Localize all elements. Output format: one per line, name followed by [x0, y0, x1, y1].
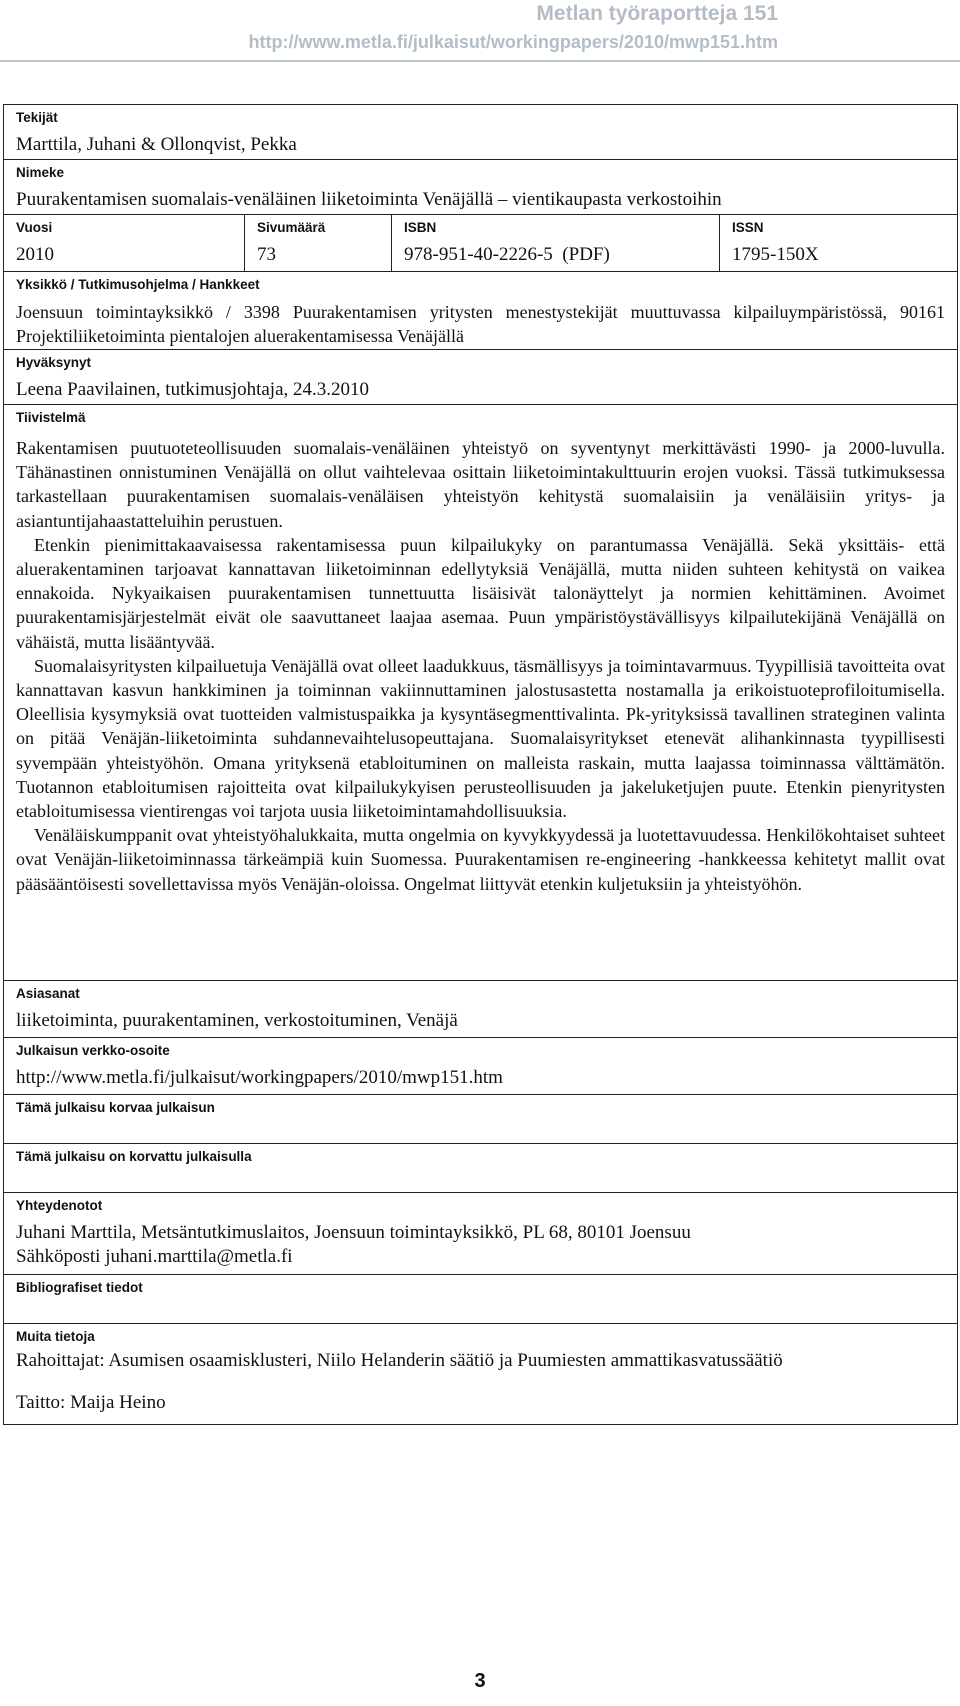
other-info-label: Muita tietoja: [16, 1329, 95, 1344]
abstract-paragraph: Venäläiskumppanit ovat yhteistyöhalukkaita, mutta ongelmia on kyvykkyydessä ja luotettavuudessa. Henkilökohtaiset suhteet ovat Venäjän-liiketoiminnassa tärkeämpiä kuin Suomessa. Puurakentamisen re-engineering -hankkeessa kehitetyt mallit ovat pääsääntöisesti sovellettavissa myös Venäjän-oloissa. Ongelmat liittyvät etenkin kuljetuksiin ja yhteistyöhön.: [16, 825, 945, 894]
title-value: Puurakentamisen suomalais-venäläinen liiketoiminta Venäjällä – vientikaupasta verkostoihin: [16, 189, 722, 210]
publication-info-row: [4, 215, 957, 272]
header-divider: [0, 60, 960, 62]
keywords-row: [4, 981, 957, 1038]
series-title: Metlan työraportteja 151: [536, 2, 778, 25]
web-address-label: Julkaisun verkko-osoite: [16, 1043, 170, 1058]
contact-label: Yhteydenotot: [16, 1198, 103, 1213]
abstract-label: Tiivistelmä: [16, 410, 86, 425]
unit-label: Yksikkö / Tutkimusohjelma / Hankkeet: [16, 277, 260, 292]
funders-line: Rahoittajat: Asumisen osaamisklusteri, Niilo Helanderin säätiö ja Puumiesten ammattikasvatussäätiö: [16, 1350, 783, 1371]
issn-label: ISSN: [732, 220, 764, 235]
web-address-link[interactable]: http://www.metla.fi/julkaisut/workingpapers/2010/mwp151.htm: [16, 1067, 503, 1088]
abstract-paragraph: Etenkin pienimittakaavaisessa rakentamisessa puun kilpailukyky on parantumassa Venäjällä. Sekä yksittäis- että aluerakentaminen tarjoavat kannattavan liiketoiminnan edellytyksiä Venäjällä, mutta niiden suhteen kehitystä on vaikea ennakoida. Nykyaikaisen puurakentamisen tunnettuutta lisäisivät talonäyttelyt ja normien kehittäminen. Avoimet puurakentamisjärjestelmät eivät ole saavuttaneet laajaa asemaa. Puun ympäristöystävällisyys kilpailutekijänä Venäjällä on vähäistä, mutta lisääntyvää.: [16, 534, 945, 652]
web-address-row: [4, 1038, 957, 1095]
other-info-row: [4, 1324, 957, 1424]
approved-label: Hyväksynyt: [16, 355, 92, 370]
bibliographic-row: [4, 1275, 957, 1324]
abstract-paragraph: Rakentamisen puutuoteteollisuuden suomalais-venäläinen yhteistyö on syventynyt merkittävästi 1990- ja 2000-luvulla. Tähänastinen onnistuminen Venäjällä on ollut vaihtelevaa osittain liiketoimintakulttuurin erojen vuoksi. Tässä tutkimuksessa tarkastellaan puurakentamisen suomalais-venäläisen yhteistyön kehitystä suomalaisiin ja venäläisiin yritys- ja asiantuntijahaastatteluihin perustuen.: [16, 438, 945, 531]
pages-label: Sivumäärä: [257, 220, 326, 235]
page-number: 3: [474, 1670, 486, 1692]
title-row: [4, 160, 957, 215]
title-label: Nimeke: [16, 165, 65, 180]
abstract-paragraph: Suomalaisyritysten kilpailuetuja Venäjällä ovat olleet laadukkuus, täsmällisyys ja toimintavarmuus. Tyypillisiä tavoitteita ovat kannattavan kasvun hankkiminen ja toiminnan vakiinnuttaminen jalostusastetta nostamalla ja erikoistuoteprofiloitumisella. Oleellisia kysymyksiä ovat tuotteiden valmistuspaikka ja kysyntäsegmenttivalinta. Pk-yrityksissä tavallinen strateginen valinta on pitää Venäjän-liiketoiminta suhdannevaihtelusopeuttajana. Suomalaisyritykset etenevät alihankinnasta tyypillisesti syvempään yhteistyöhön. Omana yrityksenä etabloituminen on malleista raskain, mutta laajassa toiminnassa välttämätön. Tuotannon etabloitumisen rajoitteita ovat kilpailukykyisen perusteollisuuden ja jakeluketjujen puute. Etenkin pienyritysten etabloitumisessa vientirengas voi tarjota uusia liiketoimintamahdollisuuksia.: [16, 655, 945, 822]
bibliographic-label: Bibliografiset tiedot: [16, 1280, 143, 1295]
abstract-text: [16, 436, 945, 896]
layout-credit-line: Taitto: Maija Heino: [16, 1392, 166, 1413]
issn-value: 1795-150X: [732, 244, 819, 265]
year-label: Vuosi: [16, 220, 53, 235]
approved-row: [4, 350, 957, 405]
replaces-label: Tämä julkaisu korvaa julkaisun: [16, 1100, 215, 1115]
authors-row: [4, 105, 957, 160]
approved-value: Leena Paavilainen, tutkimusjohtaja, 24.3.2010: [16, 379, 370, 400]
contact-email: Sähköposti juhani.marttila@metla.fi: [16, 1246, 293, 1267]
description-form: [3, 104, 958, 1425]
issn-cell: [720, 215, 957, 271]
contact-line: Juhani Marttila, Metsäntutkimuslaitos, Joensuun toimintayksikkö, PL 68, 80101 Joensuu: [16, 1222, 691, 1243]
contact-row: [4, 1193, 957, 1275]
authors-label: Tekijät: [16, 110, 58, 125]
authors-value: Marttila, Juhani & Ollonqvist, Pekka: [16, 134, 297, 155]
year-cell: [4, 215, 245, 271]
pages-cell: [245, 215, 392, 271]
unit-value: Joensuun toimintayksikkö / 3398 Puurakentamisen yritysten menestystekijät muuttuvassa kilpailuympäristössä, 90161 Projektiliiketoiminta pientalojen aluerakentamisessa Venäjällä: [16, 302, 945, 347]
keywords-label: Asiasanat: [16, 986, 80, 1001]
abstract-section: [4, 405, 957, 981]
isbn-value: 978-951-40-2226-5 (PDF): [404, 244, 610, 265]
year-value: 2010: [16, 244, 54, 265]
unit-row: [4, 272, 957, 350]
header-url[interactable]: http://www.metla.fi/julkaisut/workingpapers/2010/mwp151.htm: [248, 32, 778, 52]
replaced-by-label: Tämä julkaisu on korvattu julkaisulla: [16, 1149, 252, 1164]
replaces-row: [4, 1095, 957, 1144]
pages-value: 73: [257, 244, 276, 265]
replaced-by-row: [4, 1144, 957, 1193]
isbn-label: ISBN: [404, 220, 437, 235]
keywords-value: liiketoiminta, puurakentaminen, verkostoituminen, Venäjä: [16, 1010, 458, 1031]
isbn-cell: [392, 215, 720, 271]
